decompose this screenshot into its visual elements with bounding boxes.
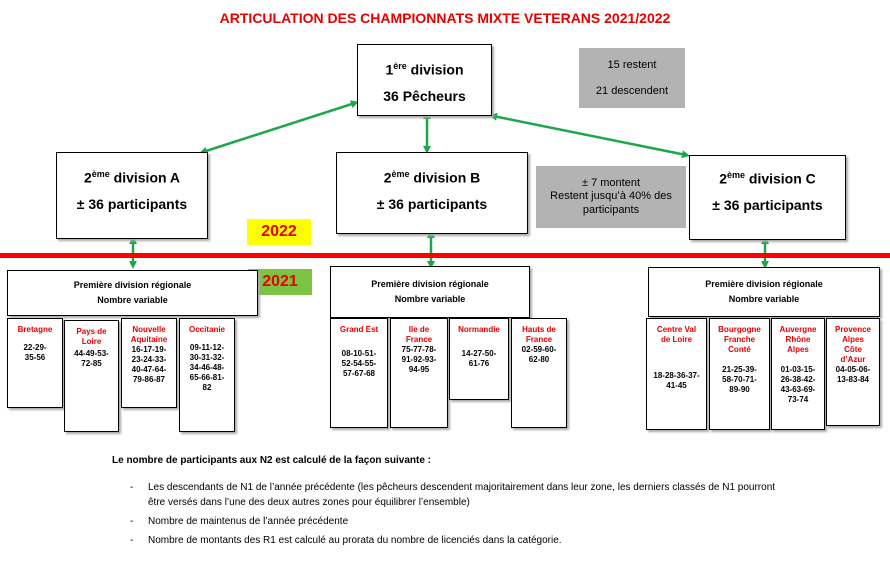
region-auvergne-rhone-alpes: Auvergne Rhône Alpes 01-03-15-26-38-42-43-63-69-73-74: [771, 318, 825, 430]
notes-list: [112, 480, 812, 548]
arrow-d1-d2a: [203, 103, 355, 152]
year-2021-label: 2021: [248, 269, 312, 295]
division-2-info: ± 7 montent Restent jusqu’à 40% des participants: [536, 166, 686, 228]
year-separator-line: [0, 253, 890, 258]
notes-item: - Nombre de montants des R1 est calculé au prorata du nombre de licenciés dans la catégorie.: [112, 533, 812, 548]
region-bourgogne-franche-conte: Bourgogne Franche Conté 21-25-39-58-70-71-89-90: [709, 318, 770, 430]
regional-box-a: Première division régionale Nombre variable: [7, 270, 258, 316]
division-1-info: 15 restent 21 descendent: [579, 48, 685, 108]
region-nouvelle-aquitaine: Nouvelle Aquitaine 16-17-19-23-24-33-40-47-64-79-86-87: [121, 318, 177, 408]
region-bretagne: Bretagne 22-29-35-56: [7, 318, 63, 408]
region-hauts-de-france: Hauts de France 02-59-60-62-80: [511, 318, 567, 428]
year-2022-label: 2022: [247, 219, 311, 245]
notes-item: - Les descendants de N1 de l’année précédente (les pêcheurs descendent majoritairement dans leur zone, les derniers classés de N1 pourront être versés dans l’une des deux autres zones pour équilibrer l’ensemble): [112, 480, 788, 510]
region-normandie: Normandie 14-27-50-61-76: [449, 318, 509, 400]
notes-lead: Le nombre de participants aux N2 est calculé de la façon suivante :: [112, 455, 431, 466]
region-ile-de-france: Ile de France 75-77-78-91-92-93-94-95: [390, 318, 448, 428]
region-pays-de-loire: Pays de Loire 44-49-53-72-85: [64, 320, 119, 432]
notes-section: [112, 455, 812, 548]
region-occitanie: Occitanie 09-11-12-30-31-32-34-46-48-65-66-81-82: [179, 318, 235, 432]
division-1-box: 1ère division 36 Pêcheurs: [357, 44, 492, 116]
notes-item: - Nombre de maintenus de l’année précédente: [112, 514, 812, 529]
region-centre-val-de-loire: Centre Val de Loire 18-28-36-37-41-45: [646, 318, 707, 430]
arrow-d1-d2c: [493, 116, 686, 155]
division-2a-box: 2ème division A ± 36 participants: [56, 152, 208, 239]
regional-box-c: Première division régionale Nombre variable: [648, 267, 880, 317]
region-grand-est: Grand Est 08-10-51-52-54-55-57-67-68: [330, 318, 388, 428]
region-provence-alpes-cote-dazur: Provence Alpes Côte d’Azur 04-05-06-13-83-84: [826, 318, 880, 426]
division-2c-box: 2ème division C ± 36 participants: [689, 155, 846, 240]
division-2b-box: 2ème division B ± 36 participants: [336, 152, 528, 234]
page-title: ARTICULATION DES CHAMPIONNATS MIXTE VETERANS 2021/2022: [219, 10, 671, 26]
regional-box-b: Première division régionale Nombre variable: [330, 266, 530, 318]
division-1-count: 36 Pêcheurs: [383, 87, 466, 104]
